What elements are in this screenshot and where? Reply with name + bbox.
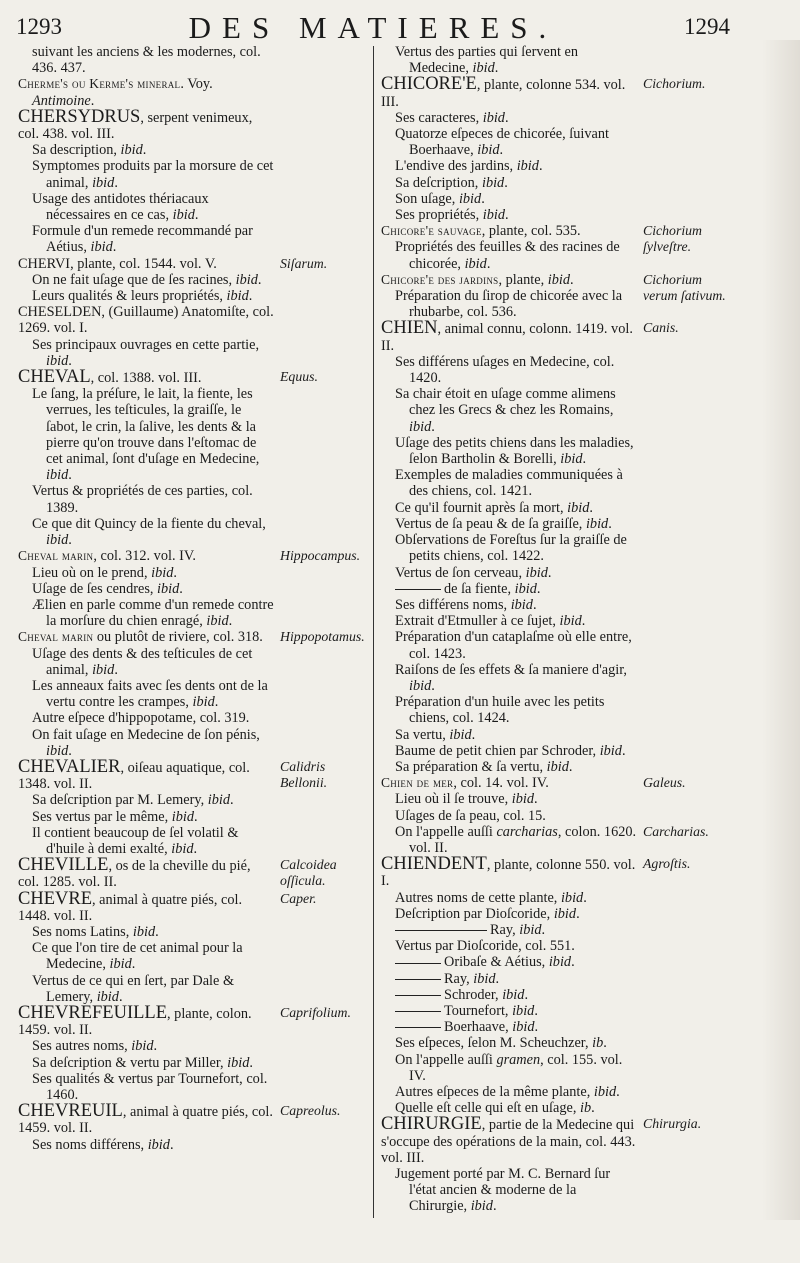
index-entry: [381, 1084, 731, 1100]
index-entry: [18, 940, 368, 972]
entry-text: Lieu où on le prend, ibid.: [32, 564, 177, 581]
index-entry: [381, 239, 731, 271]
entry-text: Lieu où il ſe trouve, ibid.: [395, 791, 538, 808]
index-entry: [381, 906, 731, 922]
entry-text: Quelle eſt celle qui eſt en uſage, ib.: [395, 1100, 595, 1117]
index-entry: [18, 223, 368, 255]
index-column-right: [381, 44, 731, 1215]
entry-text: Leurs qualités & leurs propriétés, ibid.: [32, 288, 253, 305]
index-entry: [381, 532, 731, 564]
entry-text: Vertus de ſa peau & de ſa graiſſe, ibid.: [395, 515, 612, 532]
index-entry: [381, 743, 731, 759]
index-entry: [381, 1035, 731, 1051]
ditto-rule: [395, 979, 441, 980]
entry-text: CHIEN, animal connu, colonn. 1419. vol. II.: [381, 318, 633, 354]
index-entry: [18, 629, 368, 645]
entry-text: Boerhaave, ibid.: [381, 1019, 731, 1035]
index-heading-entry: [381, 320, 731, 353]
ditto-rule: [395, 1027, 441, 1028]
entry-text: Autre eſpece d'hippopotame, col. 319.: [32, 710, 250, 727]
index-entry: [381, 775, 731, 791]
index-entry: [381, 759, 731, 775]
facing-page-bleed: [762, 40, 800, 1220]
running-header: [16, 10, 730, 44]
index-entry: [381, 890, 731, 906]
latin-name-marginal: Capreolus.: [280, 1103, 341, 1119]
index-entry: [381, 207, 731, 223]
entry-text: L'endive des jardins, ibid.: [395, 158, 543, 175]
entry-text: CHERVI, plante, col. 1544. vol. V.: [18, 255, 217, 272]
index-entry: [381, 971, 731, 987]
index-entry: [381, 435, 731, 467]
entry-text: Vertus des parties qui ſervent en Medecine, ibid.: [395, 44, 579, 77]
index-heading-entry: [381, 76, 731, 109]
latin-name-marginal: Chirurgia.: [643, 1116, 702, 1132]
entry-text: Sa deſcription par M. Lemery, ibid.: [32, 792, 234, 809]
entry-text: Sa deſcription, ibid.: [395, 174, 508, 191]
entry-text: Préparation d'un huile avec les petits chiens, col. 1424.: [395, 694, 605, 727]
index-entry: [18, 581, 368, 597]
index-entry: [381, 500, 731, 516]
entry-text: Autres eſpeces de la même plante, ibid.: [395, 1084, 620, 1100]
entry-text: Uſage des dents & des teſticules de cet animal, ibid.: [32, 645, 253, 678]
entry-text: Ses propriétés, ibid.: [395, 207, 509, 224]
index-entry: [381, 158, 731, 174]
entry-text: On ne fait uſage que de ſes racines, ibid.: [32, 271, 262, 288]
entry-text: Obſervations de Foreſtus ſur la graiſſe de petits chiens, col. 1422.: [395, 532, 627, 565]
entry-text: Vertus par Dioſcoride, col. 551.: [395, 938, 575, 955]
entry-text: Sa préparation & ſa vertu, ibid.: [395, 758, 573, 775]
index-entry: [381, 516, 731, 532]
latin-name-marginal: Calidris Bellonii.: [280, 758, 328, 791]
entry-text: CHICORE'E, plante, colonne 534. vol. III.: [381, 74, 626, 110]
index-heading-entry: [18, 857, 368, 890]
latin-name-marginal: Agroſtis.: [643, 856, 691, 872]
entry-text: suivant les anciens & les modernes, col. 436. 437.: [32, 44, 261, 77]
index-entry: [381, 791, 731, 807]
entry-text: Uſage de ſes cendres, ibid.: [32, 580, 183, 597]
index-heading-entry: [18, 106, 368, 143]
index-entry: [381, 1052, 731, 1084]
entry-text: Ses eſpeces, ſelon M. Scheuchzer, ib.: [395, 1035, 607, 1052]
entry-text: CHEVREUIL, animal à quatre piés, col. 1459. vol. II.: [18, 1101, 273, 1137]
entry-text: Vertus & propriétés de ces parties, col. 1389.: [32, 483, 253, 516]
index-entry: [381, 581, 731, 597]
entry-text: On fait uſage en Medecine de ſon pénis, ibid.: [32, 726, 260, 759]
index-entry: [18, 386, 368, 483]
index-entry: [381, 1019, 731, 1035]
entry-text: Jugement porté par M. C. Bernard ſur l'état ancien & moderne de la Chirurgie, ibid.: [395, 1166, 611, 1215]
entry-text: Vertus de ce qui en ſert, par Dale & Lemery, ibid.: [32, 972, 235, 1005]
index-entry: [381, 271, 731, 304]
index-entry: [18, 792, 368, 808]
index-entry: [381, 808, 731, 824]
index-entry: [18, 76, 368, 108]
index-entry: [381, 824, 731, 856]
index-entry: [381, 175, 731, 191]
index-entry: [381, 662, 731, 694]
entry-text: CHEVREFEUILLE, plante, colon. 1459. vol. II.: [18, 1002, 252, 1039]
latin-name-marginal: Cichorium verum ſativum.: [643, 271, 726, 304]
latin-name-marginal: Hippopotamus.: [280, 629, 365, 645]
index-entry: [18, 1055, 368, 1071]
entry-text: Schroder, ibid.: [381, 987, 731, 1003]
ditto-rule: [395, 963, 441, 964]
index-entry: [381, 613, 731, 629]
entry-text: CHEVRE, animal à quatre piés, col. 1448. vol. II.: [18, 888, 243, 924]
entry-text: Sa vertu, ibid.: [395, 726, 476, 743]
entry-text: Tournefort, ibid.: [381, 1003, 731, 1019]
entry-text: CHEVAL, col. 1388. vol. III.: [18, 367, 202, 388]
entry-text: CHIENDENT, plante, colonne 550. vol. I.: [381, 854, 636, 890]
index-entry: [18, 272, 368, 288]
entry-text: Extrait d'Etmuller à ce ſujet, ibid.: [395, 613, 586, 630]
entry-text: CHIRURGIE, partie de la Medecine qui s'occupe des opérations de la main, col. 443. vol. III.: [381, 1114, 636, 1166]
index-heading-entry: [18, 256, 368, 272]
entry-text: Sa description, ibid.: [32, 142, 147, 159]
index-entry: [18, 678, 368, 710]
index-entry: [18, 597, 368, 629]
page-number-left: 1293: [16, 14, 62, 39]
index-heading-entry: [18, 1002, 368, 1039]
entry-text: CHEVALIER, oiſeau aquatique, col. 1348. vol. II.: [18, 756, 250, 793]
index-entry: [381, 987, 731, 1003]
entry-text: Ce que l'on tire de cet animal pour la Medecine, ibid.: [32, 940, 243, 973]
running-title: DES MATIERES.: [188, 10, 558, 45]
entry-text: Ses différens noms, ibid.: [395, 596, 537, 613]
entry-text: Ses vertus par le même, ibid.: [32, 808, 198, 825]
index-entry: [381, 629, 731, 661]
entry-text: Chien de mer, col. 14. vol. IV.: [381, 775, 549, 792]
index-entry: [381, 223, 731, 255]
entry-text: Ses qualités & vertus par Tournefort, col. 1460.: [32, 1070, 268, 1103]
entry-text: Ses noms Latins, ibid.: [32, 923, 159, 940]
entry-text: Raiſons de ſes effets & ſa maniere d'agir, ibid.: [395, 661, 628, 694]
entry-text: Ælien en parle comme d'un remede contre la morſure du chien enragé, ibid.: [32, 596, 274, 630]
column-rule: [373, 46, 374, 1218]
index-entry: [381, 694, 731, 726]
ditto-rule: [395, 930, 487, 931]
index-entry: [381, 727, 731, 743]
latin-name-marginal: Hippocampus.: [280, 548, 361, 564]
index-entry: [18, 483, 368, 515]
index-entry: [18, 1038, 368, 1054]
entry-text: Ses noms différens, ibid.: [32, 1136, 174, 1153]
entry-text: Usage des antidotes thériacaux nécessaires en ce cas, ibid.: [32, 190, 209, 224]
entry-text: CHESELDEN, (Guillaume) Anatomiſte, col. 1269. vol. I.: [18, 304, 274, 337]
index-entry: [381, 191, 731, 207]
entry-text: Les anneaux faits avec ſes dents ont de la vertu contre les crampes, ibid.: [32, 677, 268, 711]
index-heading-entry: [18, 304, 368, 336]
index-entry: [18, 142, 368, 158]
entry-text: Ses principaux ouvrages en cette partie, ibid.: [32, 336, 260, 369]
page-number-right: 1294: [684, 14, 730, 39]
entry-text: CHEVILLE, os de la cheville du pié, col. 1285. vol. II.: [18, 855, 251, 891]
ditto-rule: [395, 589, 441, 590]
index-entry: [381, 126, 731, 158]
index-entry: [381, 922, 731, 938]
index-column-left: [18, 44, 368, 1153]
entry-text: Ses différens uſages en Medecine, col. 1420.: [395, 353, 615, 387]
entry-text: Ce que dit Quincy de la fiente du cheval, ibid.: [32, 515, 266, 549]
index-entry: [18, 1071, 368, 1103]
entry-text: Il contient beaucoup de ſel volatil & d'huile à demi exalté, ibid.: [32, 824, 239, 857]
entry-text: Oribaſe & Aétius, ibid.: [381, 954, 731, 970]
index-heading-entry: [18, 888, 368, 924]
entry-text: Uſages de ſa peau, col. 15.: [395, 807, 546, 824]
index-entry: [18, 288, 368, 304]
entry-text: Chicore'e sauvage, plante, col. 535.: [381, 223, 581, 240]
index-heading-entry: [18, 1103, 368, 1136]
index-entry: [18, 44, 368, 76]
index-entry: [18, 924, 368, 940]
entry-text: Propriétés des feuilles & des racines de chicorée, ibid.: [395, 239, 620, 272]
index-entry: [18, 646, 368, 678]
entry-text: Cheval marin ou plutôt de riviere, col. 318.: [18, 629, 263, 646]
ditto-rule: [395, 1011, 441, 1012]
entry-text: Formule d'un remede recommandé par Aétius, ibid.: [32, 223, 253, 256]
entry-text: Quatorze eſpeces de chicorée, ſuivant Boerhaave, ibid.: [395, 126, 609, 159]
index-entry: [381, 354, 731, 386]
entry-text: Le ſang, la préſure, le lait, la fiente, les verrues, les teſticules, la graiſſe, le ſabot, le crin, la ſalive, les dents & la pierre qu'on trouve dans l'eſtomac de cet animal, ſont d'uſage en Medecine, ibid.: [32, 386, 260, 484]
entry-text: Ses autres noms, ibid.: [32, 1038, 158, 1055]
entry-text: Baume de petit chien par Schroder, ibid.: [395, 742, 626, 759]
entry-text: Sa chair étoit en uſage comme alimens chez les Grecs & chez les Romains, ibid.: [395, 386, 616, 435]
index-heading-entry: [18, 369, 368, 386]
index-entry: [18, 973, 368, 1005]
entry-text: Cherme's ou Kerme's mineral. Voy. Antimoine.: [18, 76, 213, 109]
index-entry: [381, 597, 731, 613]
entry-text: CHERSYDRUS, serpent venimeux, col. 438. vol. III.: [18, 106, 253, 143]
index-entry: [18, 727, 368, 759]
entry-text: Uſage des petits chiens dans les maladies, ſelon Bartholin & Borelli, ibid.: [395, 434, 634, 468]
index-entry: [381, 467, 731, 499]
index-entry: [18, 1137, 368, 1153]
index-heading-entry: [18, 756, 368, 793]
latin-name-marginal: Galeus.: [643, 775, 686, 791]
latin-name-marginal: Calcoidea oſſicula.: [280, 857, 337, 889]
entry-text: Ray, ibid.: [381, 922, 731, 938]
entry-text: Ses caracteres, ibid.: [395, 109, 509, 126]
entry-text: Ce qu'il fournit après ſa mort, ibid.: [395, 499, 593, 516]
entry-text: Cheval marin, col. 312. vol. IV.: [18, 548, 196, 565]
index-entry: [18, 825, 368, 857]
index-entry: [381, 386, 731, 435]
index-entry: [18, 809, 368, 825]
latin-name-marginal: Caprifolium.: [280, 1004, 351, 1020]
index-entry: [381, 1003, 731, 1019]
index-entry: [381, 565, 731, 581]
index-entry: [18, 565, 368, 581]
entry-text: Ray, ibid.: [381, 971, 731, 987]
index-entry: [18, 191, 368, 223]
entry-text: Sa deſcription & vertu par Miller, ibid.: [32, 1054, 253, 1071]
entry-text: Deſcription par Dioſcoride, ibid.: [395, 905, 580, 922]
index-entry: [381, 1166, 731, 1215]
index-heading-entry: [381, 1116, 731, 1166]
index-entry: [381, 938, 731, 954]
index-entry: [381, 110, 731, 126]
index-entry: [18, 548, 368, 564]
latin-name-marginal: Cichorium ſylveſtre.: [643, 223, 703, 255]
entry-text: Symptomes produits par la morsure de cet animal, ibid.: [32, 158, 274, 191]
latin-name-marginal: Canis.: [643, 320, 679, 336]
entry-text: Préparation d'un cataplaſme où elle entre, col. 1423.: [395, 629, 632, 662]
entry-text: Chicore'e des jardins, plante, ibid.: [381, 271, 574, 288]
entry-text: Exemples de maladies communiquées à des chiens, col. 1421.: [395, 467, 623, 500]
index-entry: [18, 516, 368, 548]
index-entry: [18, 158, 368, 190]
entry-text: Autres noms de cette plante, ibid.: [395, 889, 587, 906]
index-entry: [381, 954, 731, 970]
index-entry: [381, 288, 731, 320]
index-entry: [18, 710, 368, 726]
entry-text: Vertus de ſon cerveau, ibid.: [395, 564, 552, 581]
entry-text: Son uſage, ibid.: [395, 190, 485, 207]
entry-text: On l'appelle auſſi gramen, col. 155. vol. IV.: [395, 1051, 623, 1084]
ditto-rule: [395, 995, 441, 996]
latin-name-marginal: Cichorium.: [643, 76, 706, 92]
latin-name-marginal: Carcharias.: [643, 823, 709, 839]
entry-text: Préparation du ſirop de chicorée avec la rhubarbe, col. 536.: [395, 288, 623, 321]
latin-name-marginal: Siſarum.: [280, 255, 328, 271]
index-entry: [18, 337, 368, 369]
latin-name-marginal: Equus.: [280, 369, 318, 385]
index-entry: [381, 44, 731, 76]
entry-text: On l'appelle auſſi carcharias, colon. 1620. vol. II.: [395, 823, 637, 856]
index-heading-entry: [381, 856, 731, 889]
entry-text: de ſa fiente, ibid.: [381, 581, 731, 597]
latin-name-marginal: Caper.: [280, 890, 317, 906]
